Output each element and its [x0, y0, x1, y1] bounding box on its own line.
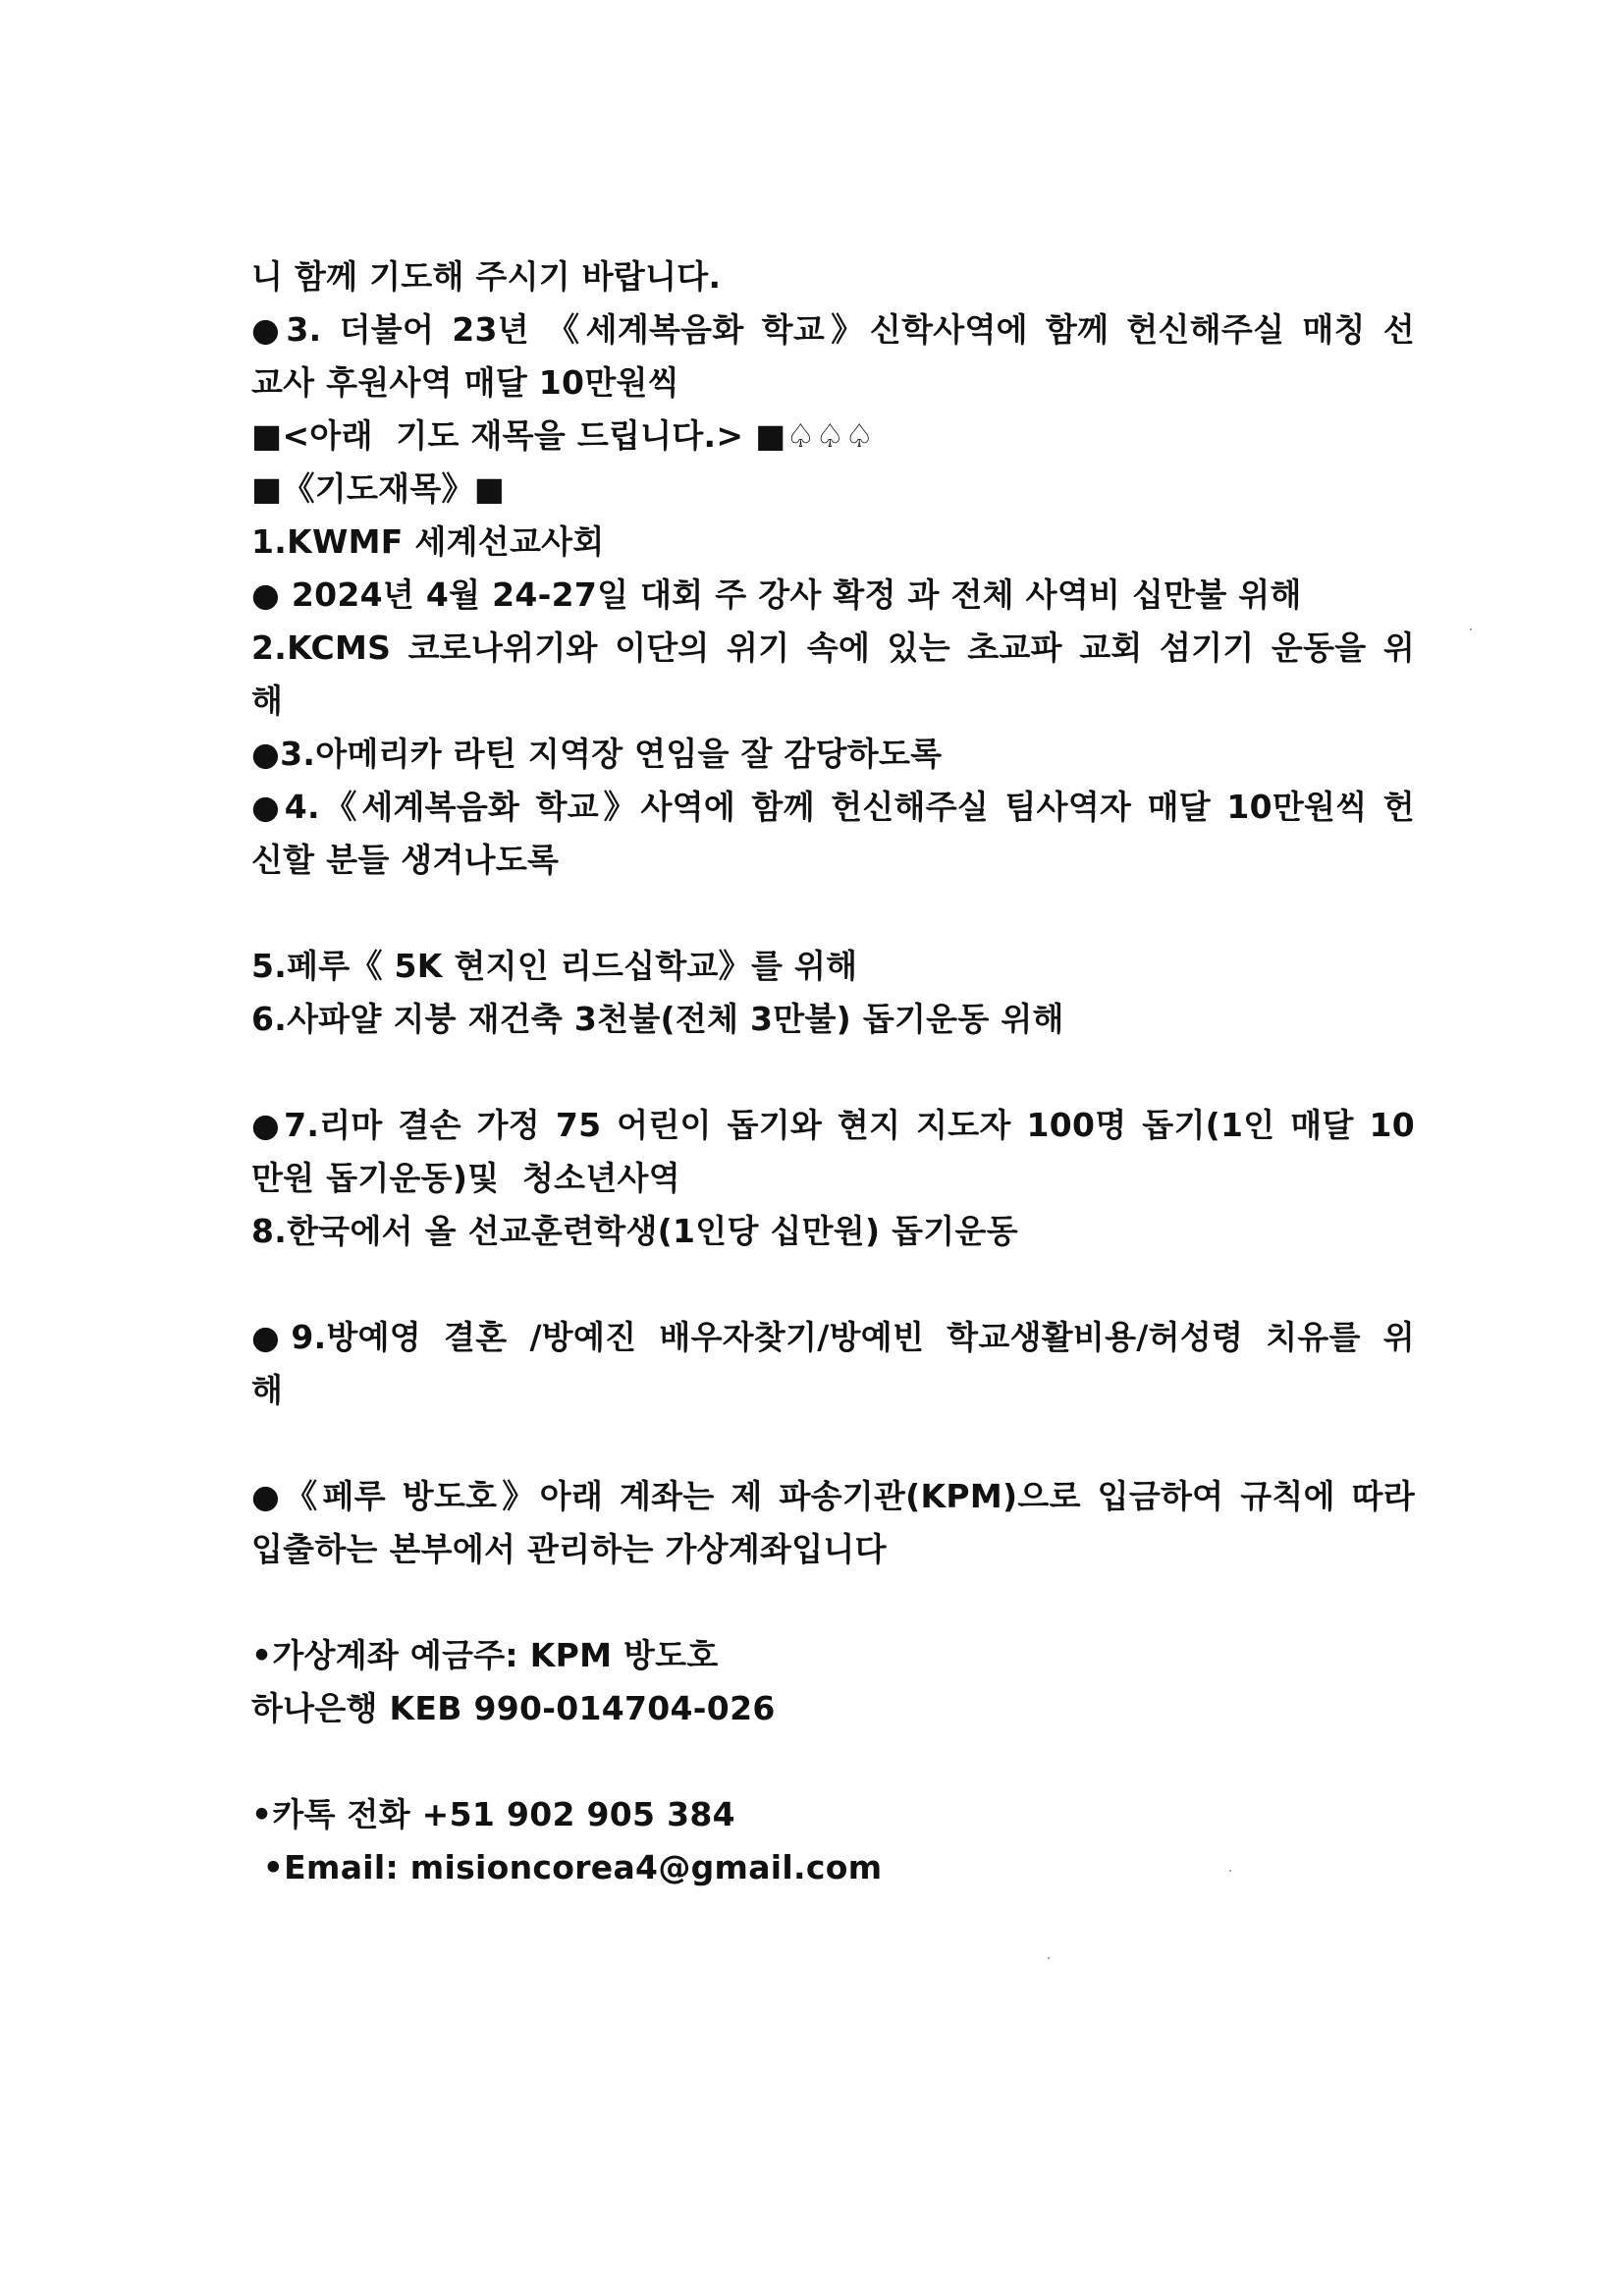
- text-line: ●9.방예영 결혼 /방예진 배우자찾기/방예빈 학교생활비용/허성령 치유를 위: [251, 1318, 1415, 1356]
- text-line: 8.한국에서 올 선교훈련학생(1인당 십만원) 돕기운동: [251, 1212, 1018, 1250]
- text-line: ■<아래 기도 재목을 드립니다.> ■♤♤♤: [251, 416, 875, 455]
- text-line: ● 2024년 4월 24-27일 대회 주 강사 확정 과 전체 사역비 십만불 위해: [251, 575, 1302, 614]
- text-line: 해: [251, 682, 284, 720]
- text-line: •가상계좌 예금주: KPM 방도호: [251, 1636, 719, 1674]
- blank-line: [251, 887, 1415, 940]
- text-line: •카톡 전화 +51 902 905 384: [251, 1795, 735, 1833]
- scan-speck: [1048, 1957, 1050, 1959]
- scan-speck: [1229, 1870, 1231, 1872]
- text-line: 교사 후원사역 매달 10만원씩: [251, 363, 679, 402]
- text-line: 6.사파얄 지붕 재건축 3천불(전체 3만불) 돕기운동 위해: [251, 1000, 1064, 1038]
- blank-line: [251, 1258, 1415, 1311]
- text-line: ●4.《세계복음화 학교》사역에 함께 헌신해주실 팀사역자 매달 10만원씩 헌: [251, 788, 1415, 826]
- text-line: ●《페루 방도호》아래 계좌는 제 파송기관(KPM)으로 입금하여 규칙에 따라: [251, 1477, 1415, 1515]
- text-line: 니 함께 기도해 주시기 바랍니다.: [251, 257, 722, 296]
- blank-line: [251, 1735, 1415, 1788]
- blank-line: [251, 1046, 1415, 1099]
- prayer-letter-body: [251, 250, 1415, 1894]
- blank-line: [251, 1417, 1415, 1470]
- text-line: 만원 돕기운동)및 청소년사역: [251, 1159, 680, 1197]
- text-line: 해: [251, 1371, 284, 1409]
- text-line: ●7.리마 결손 가정 75 어린이 돕기와 현지 지도자 100명 돕기(1인 매달 10: [251, 1106, 1415, 1144]
- text-line: ■《기도재목》■: [251, 469, 506, 508]
- text-line: 신할 분들 생겨나도록: [251, 841, 560, 879]
- text-line: 1.KWMF 세계선교사회: [251, 522, 605, 561]
- text-line: 2.KCMS 코로나위기와 이단의 위기 속에 있는 초교파 교회 섬기기 운동을 위: [251, 628, 1415, 667]
- text-line: 5.페루《 5K 현지인 리드십학교》를 위해: [251, 947, 858, 985]
- text-line: ●3. 더불어 23년 《세계복음화 학교》신학사역에 함께 헌신해주실 매칭 선: [251, 310, 1415, 349]
- text-line: •Email: misioncorea4@gmail.com: [251, 1848, 883, 1886]
- text-line: 입출하는 본부에서 관리하는 가상계좌입니다: [251, 1530, 887, 1568]
- scan-speck: [1470, 628, 1472, 630]
- blank-line: [251, 1576, 1415, 1629]
- text-line: 하나은행 KEB 990-014704-026: [251, 1689, 776, 1727]
- text-line: ●3.아메리카 라틴 지역장 연임을 잘 감당하도록: [251, 735, 943, 773]
